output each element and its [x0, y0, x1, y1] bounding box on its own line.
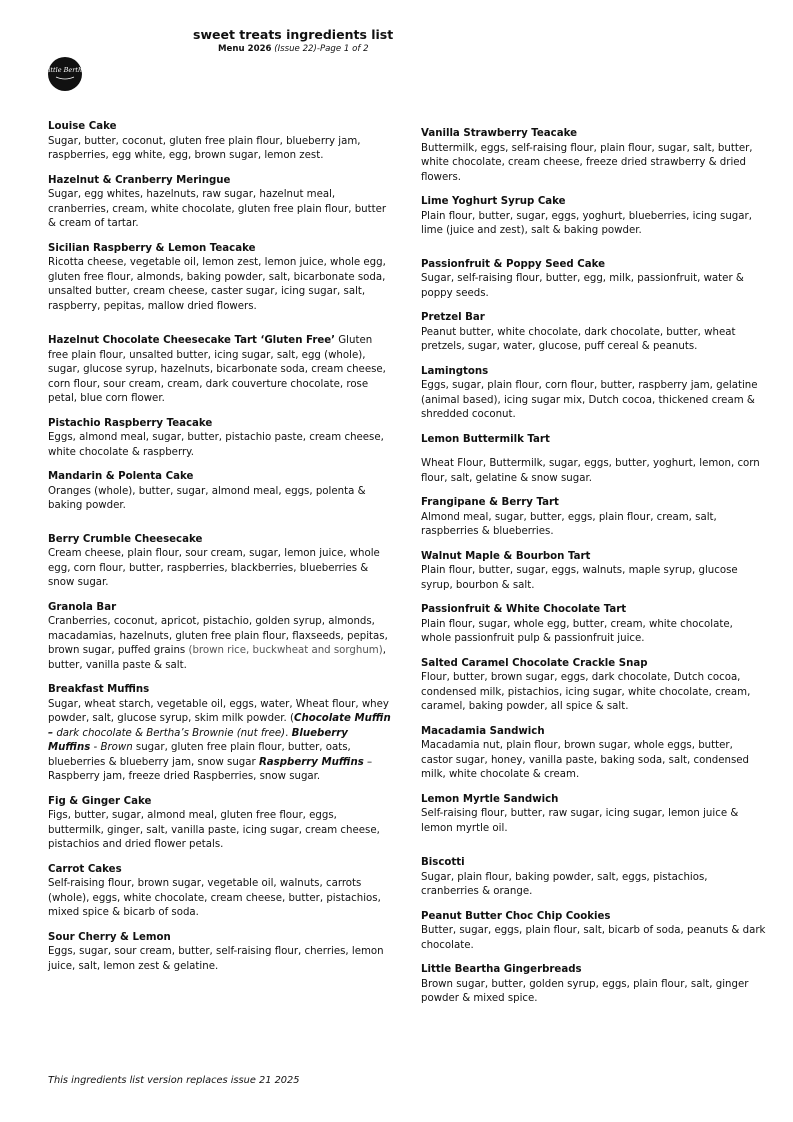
item-ingredients: Sugar, wheat starch, vegetable oil, eggs, water, Wheat flour, whey powder, salt, glucose syrup, skim milk powder. (Chocolate Muffin – dark chocolate & Bertha’s Brownie (nut free). Blueberry Muffins - Brown sugar, gluten free plain flour, butter, oats, blueberries & blueberry jam, snow sugar Raspberry Muffins – Raspberry jam, freeze dried Raspberries, snow sugar.	[48, 698, 391, 782]
left-column	[48, 120, 393, 974]
item-name: Lime Yoghurt Syrup Cake	[421, 196, 566, 207]
item-name: Macadamia Sandwich	[421, 725, 545, 737]
menu-item	[48, 683, 393, 785]
item-ingredients: Cranberries, coconut, apricot, pistachio, golden syrup, almonds, macadamias, hazelnuts, gluten free plain flour, flaxseeds, pepitas, brown sugar, puffed grains (brown rice, buckwheat and sorghum), butter, vanilla paste & salt.	[48, 616, 388, 671]
item-name: Fig & Ginger Cake	[48, 795, 152, 807]
menu-item	[421, 793, 766, 837]
item-name: Carrot Cakes	[48, 863, 122, 875]
item-ingredients: Brown sugar, butter, golden syrup, eggs, plain flour, salt, ginger powder & mixed spice.	[421, 978, 749, 1004]
menu-item	[421, 365, 766, 423]
footer-note: This ingredients list version replaces issue 21 2025	[48, 1075, 300, 1086]
item-name: Sour Cherry & Lemon	[48, 931, 171, 943]
item-name: Lamingtons	[421, 365, 489, 377]
item-name: Passionfruit & Poppy Seed Cake	[421, 258, 605, 270]
menu-item	[421, 856, 766, 900]
item-name: Mandarin & Polenta Cake	[48, 471, 194, 482]
item-name: Breakfast Muffins	[48, 684, 150, 695]
menu-item	[48, 533, 393, 591]
menu-item	[421, 195, 766, 239]
item-name: Sicilian Raspberry & Lemon Teacake	[48, 242, 256, 254]
menu-item	[48, 334, 393, 407]
menu-item	[421, 311, 766, 355]
menu-item	[421, 127, 766, 185]
menu-item	[48, 931, 393, 975]
menu-item	[48, 863, 393, 921]
item-ingredients: Eggs, almond meal, sugar, butter, pistachio paste, cream cheese, white chocolate & raspberry.	[48, 432, 384, 458]
right-column	[421, 127, 766, 1007]
item-ingredients: Flour, butter, brown sugar, eggs, dark chocolate, Dutch cocoa, condensed milk, pistachios, icing sugar, white chocolate, cream, caramel, baking powder, all spice & salt.	[421, 672, 751, 712]
menu-item	[48, 601, 393, 674]
item-ingredients: Almond meal, sugar, butter, eggs, plain flour, cream, salt, raspberries & blueberries.	[421, 511, 717, 537]
item-name: Passionfruit & White Chocolate Tart	[421, 604, 627, 615]
item-ingredients: Peanut butter, white chocolate, dark chocolate, butter, wheat pretzels, sugar, water, glucose, puff cereal & peanuts.	[421, 326, 736, 352]
item-name: Little Beartha Gingerbreads	[421, 964, 582, 975]
menu-label: Menu 2026	[218, 44, 272, 54]
document-title: sweet treats ingredients list	[193, 27, 394, 42]
item-ingredients: Butter, sugar, eggs, plain flour, salt, bicarb of soda, peanuts & dark chocolate.	[421, 925, 766, 951]
item-ingredients: Wheat Flour, Buttermilk, sugar, eggs, butter, yoghurt, lemon, corn flour, salt, gelatine & snow sugar.	[421, 458, 760, 484]
item-name: Biscotti	[421, 857, 465, 868]
item-ingredients: Eggs, sugar, plain flour, corn flour, butter, raspberry jam, gelatine (animal based), icing sugar mix, Dutch cocoa, thickened cream & shredded coconut.	[421, 380, 758, 420]
menu-item	[421, 433, 766, 487]
item-ingredients: Sugar, egg whites, hazelnuts, raw sugar, hazelnut meal, cranberries, cream, white chocolate, gluten free plain flour, butter & cream of tartar.	[48, 189, 387, 229]
item-ingredients: Gluten free plain flour, unsalted butter, icing sugar, salt, egg (whole), sugar, glucose syrup, hazelnuts, bicarbonate soda, cream cheese, corn flour, sour cream, cream, dark couverture chocolate, rose petal, blue corn flower.	[48, 335, 386, 404]
menu-issue-line	[218, 44, 393, 54]
item-ingredients: Plain flour, sugar, whole egg, butter, cream, white chocolate, whole passionfruit pulp & passionfruit juice.	[421, 618, 733, 644]
menu-item	[421, 258, 766, 302]
menu-item	[48, 174, 393, 232]
menu-item	[421, 910, 766, 954]
menu-item	[48, 120, 393, 164]
menu-item	[48, 795, 393, 853]
item-name: Frangipane & Berry Tart	[421, 497, 559, 508]
item-ingredients: Ricotta cheese, vegetable oil, lemon zest, lemon juice, whole egg, gluten free flour, almonds, baking powder, salt, bicarbonate soda, unsalted butter, cream cheese, caster sugar, icing sugar, salt, raspberry, pepitas, mallow dried flowers.	[48, 257, 386, 312]
menu-item	[421, 603, 766, 647]
item-ingredients: Self-raising flour, brown sugar, vegetable oil, walnuts, carrots (whole), eggs, white chocolate, cream cheese, butter, pistachios, mixed spice & bicarb of soda.	[48, 878, 381, 918]
item-ingredients: Cream cheese, plain flour, sour cream, sugar, lemon juice, whole egg, corn flour, butter, raspberries, blackberries, blueberries & snow sugar.	[48, 548, 380, 588]
logo-text: Little Bertha	[43, 66, 87, 74]
item-ingredients: Sugar, plain flour, baking powder, salt, eggs, pistachios, cranberries & orange.	[421, 871, 708, 897]
menu-item	[48, 470, 393, 514]
item-name: Lemon Buttermilk Tart	[421, 433, 550, 445]
item-name: Lemon Myrtle Sandwich	[421, 793, 559, 805]
menu-item	[421, 550, 766, 594]
item-ingredients: Self-raising flour, butter, raw sugar, icing sugar, lemon juice & lemon myrtle oil.	[421, 808, 739, 834]
menu-item	[421, 963, 766, 1007]
item-name: Salted Caramel Chocolate Crackle Snap	[421, 657, 648, 669]
item-ingredients: Oranges (whole), butter, sugar, almond meal, eggs, polenta & baking powder.	[48, 485, 366, 511]
issue-label: (Issue 22)-Page 1 of 2	[274, 44, 369, 54]
menu-item	[421, 725, 766, 783]
item-ingredients: Plain flour, butter, sugar, eggs, walnuts, maple syrup, glucose syrup, bourbon & salt.	[421, 565, 738, 591]
menu-item	[48, 242, 393, 315]
item-name: Louise Cake	[48, 121, 117, 132]
item-name: Berry Crumble Cheesecake	[48, 533, 203, 545]
item-name: Walnut Maple & Bourbon Tart	[421, 550, 591, 562]
item-name: Peanut Butter Choc Chip Cookies	[421, 910, 611, 922]
item-ingredients: Sugar, self-raising flour, butter, egg, milk, passionfruit, water & poppy seeds.	[421, 273, 744, 299]
item-ingredients: Sugar, butter, coconut, gluten free plain flour, blueberry jam, raspberries, egg white, egg, brown sugar, lemon zest.	[48, 135, 361, 161]
document-header	[193, 27, 393, 54]
menu-item	[421, 496, 766, 540]
item-name: Vanilla Strawberry Teacake	[421, 128, 578, 139]
menu-item	[421, 657, 766, 715]
item-name: Hazelnut & Cranberry Meringue	[48, 174, 231, 186]
item-name: Hazelnut Chocolate Cheesecake Tart ‘Gluten Free’	[48, 335, 336, 346]
item-ingredients: Buttermilk, eggs, self-raising flour, plain flour, sugar, salt, butter, white chocolate, cream cheese, freeze dried strawberry & dried flowers.	[421, 142, 753, 183]
item-ingredients: Plain flour, butter, sugar, eggs, yoghurt, blueberries, icing sugar, lime (juice and zest), salt & baking powder.	[421, 210, 752, 236]
item-name: Pretzel Bar	[421, 312, 485, 323]
brand-logo-icon	[43, 57, 87, 91]
item-ingredients: Macadamia nut, plain flour, brown sugar, whole eggs, butter, castor sugar, honey, vanilla paste, baking soda, salt, condensed milk, white chocolate & cream.	[421, 740, 750, 780]
menu-item	[48, 417, 393, 461]
item-name: Pistachio Raspberry Teacake	[48, 417, 213, 429]
item-name: Granola Bar	[48, 601, 117, 613]
item-ingredients: Eggs, sugar, sour cream, butter, self-raising flour, cherries, lemon juice, salt, lemon zest & gelatine.	[48, 946, 384, 972]
item-ingredients: Figs, butter, sugar, almond meal, gluten free flour, eggs, buttermilk, ginger, salt, vanilla paste, icing sugar, cream cheese, pistachios and dried flower petals.	[48, 810, 380, 850]
